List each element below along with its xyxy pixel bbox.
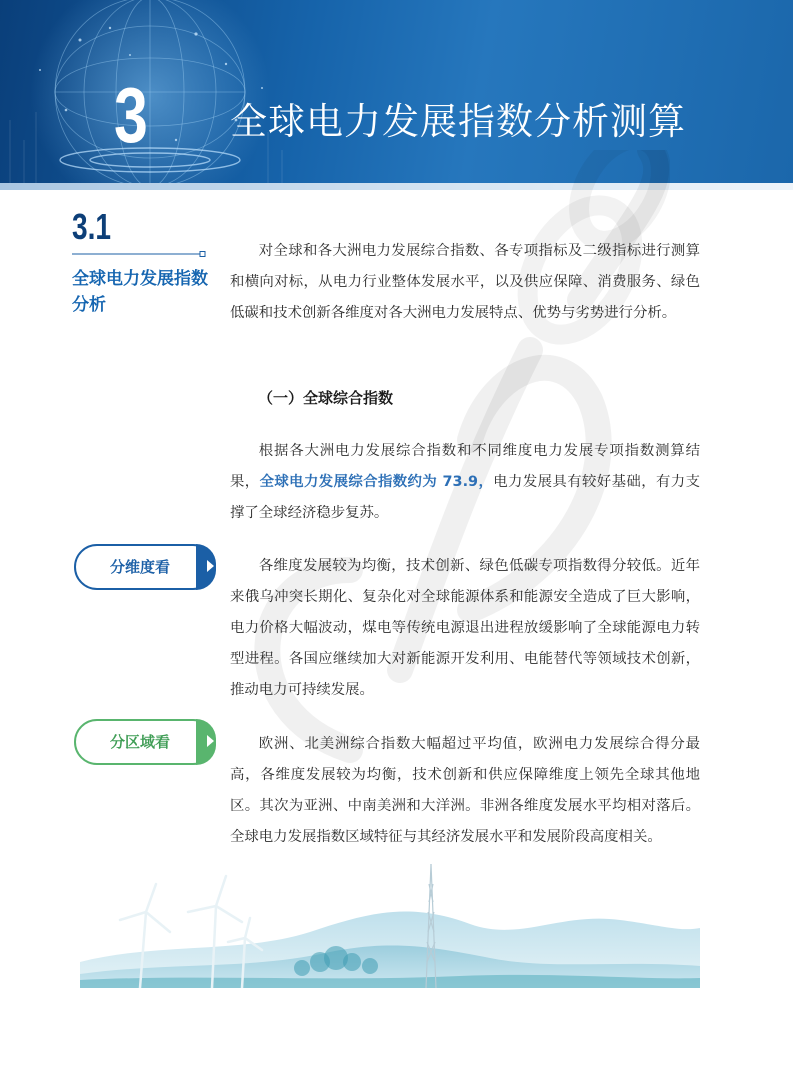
section-title: 全球电力发展指数分析 [72,269,208,315]
tag-dimension-cap [196,544,216,590]
wind-turbine-landscape-illustration [80,862,700,988]
chapter-banner [0,0,793,183]
chevron-right-icon [207,560,214,572]
tag-dimension-label: 分维度看 [110,558,171,576]
global-index-paragraph [230,436,700,529]
region-paragraph: 欧洲、北美洲综合指数大幅超过平均值，欧洲电力发展综合得分最高，各维度发展较为均衡，技术创新和供应保障维度上领先全球其他地区。其次为亚洲、中南美洲和大洋洲。非洲各维度发展水平均相对落后。全球电力发展指数区域特征与其经济发展水平和发展阶段高度相关。 [230,736,700,845]
banner-stripe [0,183,793,190]
intro-paragraph: 对全球和各大洲电力发展综合指数、各专项指标及二级指标进行测算和横向对标，从电力行业整体发展水平，以及供应保障、消费服务、绿色低碳和技术创新各维度对各大洲电力发展特点、优势与劣势进行分析。 [230,243,700,321]
global-index-heading: （一）全球综合指数 [258,389,394,407]
chevron-right-icon [207,735,214,747]
section-number: 3.1 [72,206,112,247]
global-index-text-end: 电力发展具有较好基础，有力支撑了全球经济稳步复苏。 [230,474,700,521]
chapter-number: 3 [114,71,147,159]
global-index-text-start: 根据各大洲电力发展综合指数和不同维度电力发展专项指数测算结果， [230,443,700,490]
global-index-highlight: 全球电力发展综合指数约为 73.9， [259,474,494,490]
tag-region-cap [196,719,216,765]
section-divider [72,250,206,258]
chapter-title: 全球电力发展指数分析测算 [230,100,686,143]
dimension-paragraph: 各维度发展较为均衡，技术创新、绿色低碳专项指数得分较低。近年来俄乌冲突长期化、复杂化对全球能源体系和能源安全造成了巨大影响，电力价格大幅波动，煤电等传统电源退出进程放缓影响了全球能源电力转型进程。各国应继续加大对新能源开发利用、电能替代等领域技术创新，推动电力可持续发展。 [230,558,700,698]
tag-region-label: 分区域看 [110,733,171,751]
tag-region [74,719,216,765]
tag-dimension [74,544,216,590]
